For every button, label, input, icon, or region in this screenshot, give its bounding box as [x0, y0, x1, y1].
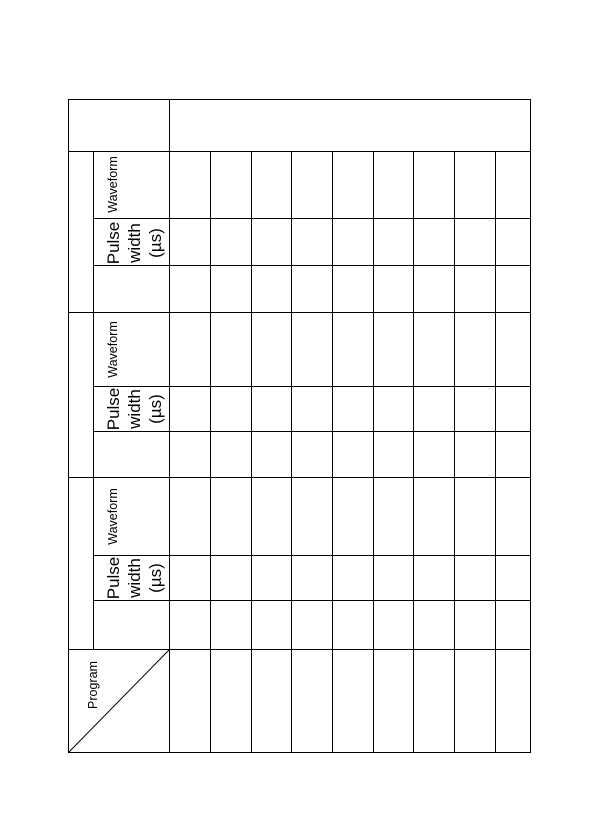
- svg-text:Pulse: Pulse: [104, 556, 123, 600]
- program-label: Program: [86, 661, 100, 709]
- pulse-width-label: [104, 388, 165, 431]
- svg-text:width: width: [125, 223, 144, 263]
- pulse-width-label: [104, 557, 165, 600]
- svg-text:Pulse: Pulse: [104, 221, 123, 265]
- corner-diagonal: [69, 650, 170, 753]
- svg-text:(µs): (µs): [146, 394, 165, 424]
- waveform-label: Waveform: [106, 488, 120, 545]
- svg-text:(µs): (µs): [146, 563, 165, 593]
- svg-text:Pulse: Pulse: [104, 387, 123, 431]
- svg-text:(µs): (µs): [146, 228, 165, 258]
- pulse-width-label: [104, 222, 165, 265]
- waveform-label: Waveform: [106, 156, 120, 213]
- svg-text:width: width: [125, 389, 144, 429]
- waveform-label: Waveform: [106, 321, 120, 378]
- svg-text:width: width: [125, 558, 144, 598]
